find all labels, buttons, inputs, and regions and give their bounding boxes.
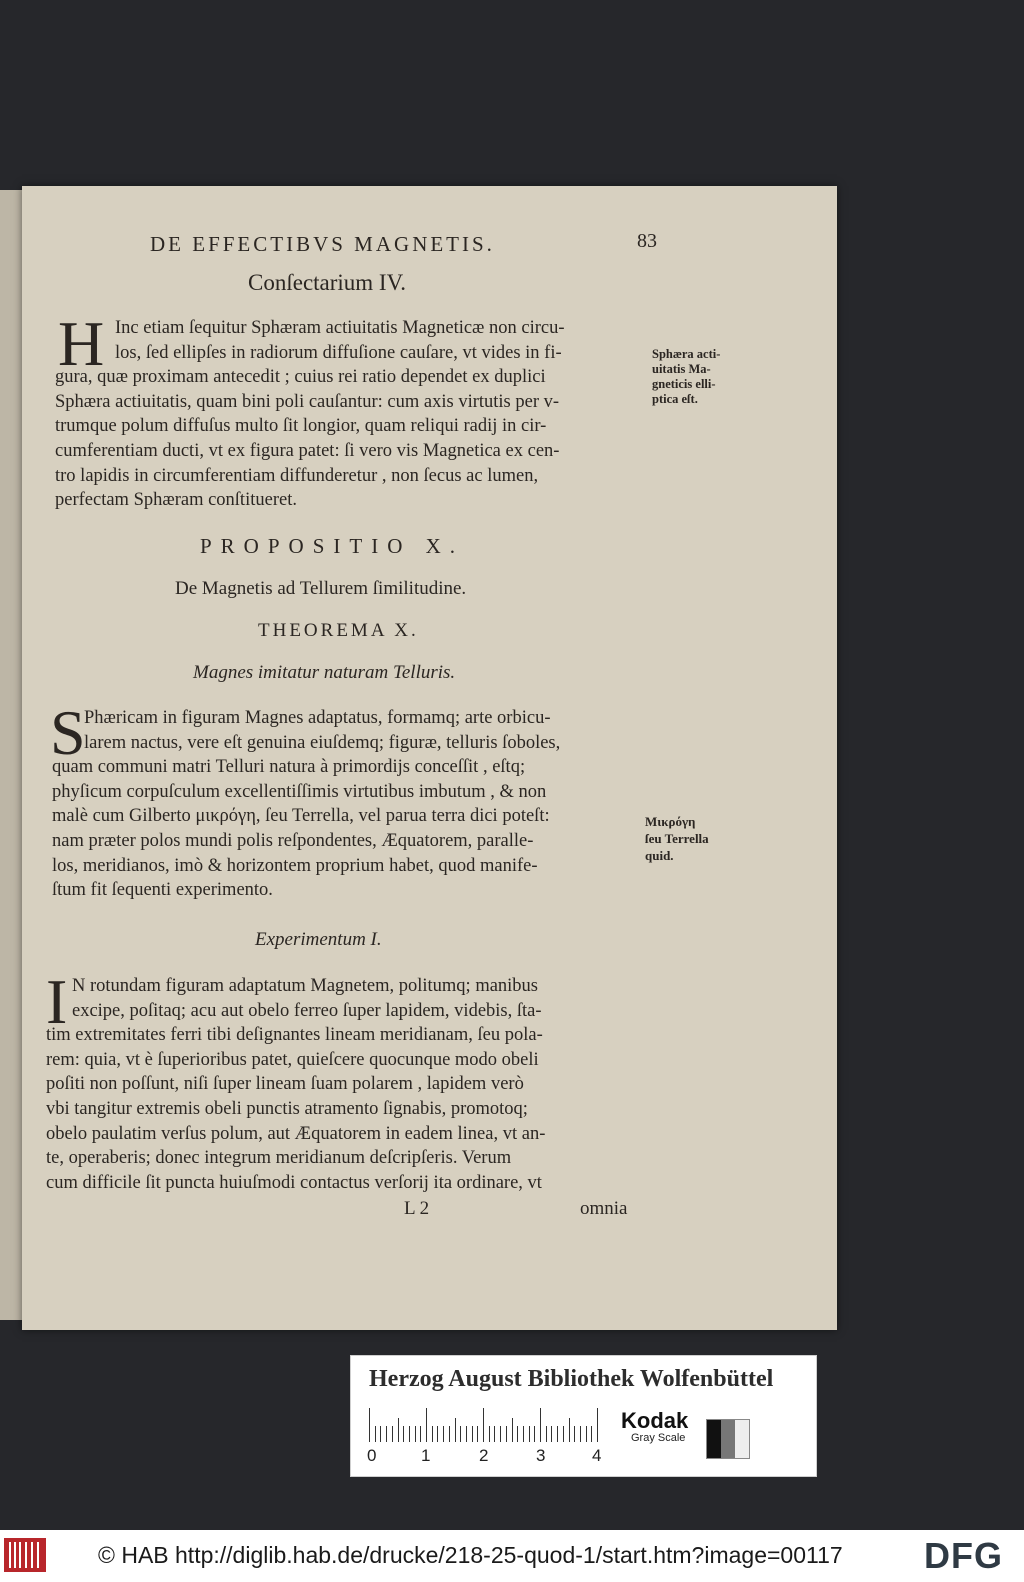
ruler-tick xyxy=(512,1418,513,1442)
ruler-tick xyxy=(477,1426,478,1442)
ruler-tick xyxy=(597,1408,598,1442)
text-line: Sphæra actiuitatis, quam bini poli cauſantur: cum axis virtutis per v- xyxy=(55,391,560,412)
ruler-tick xyxy=(517,1426,518,1442)
ruler-tick xyxy=(574,1426,575,1442)
ruler-tick xyxy=(580,1426,581,1442)
running-head: DE EFFECTIBVS MAGNETIS. xyxy=(150,232,495,256)
ruler-tick xyxy=(534,1426,535,1442)
ruler-tick xyxy=(398,1418,399,1442)
text-line: tro lapidis in circumferentiam diffunderetur , non ſecus ac lumen, xyxy=(55,465,539,486)
ruler-tick xyxy=(540,1408,541,1442)
text-line: los, meridianos, imò & horizontem proprium habet, quod manife- xyxy=(52,855,538,876)
library-color-target xyxy=(350,1355,817,1477)
text-line: malè cum Gilberto μικρόγη, ſeu Terrella, vel parua terra dici poteſt: xyxy=(52,806,550,827)
ruler-tick xyxy=(557,1426,558,1442)
ruler-tick xyxy=(591,1426,592,1442)
margin-note-line: ptica eſt. xyxy=(652,392,698,406)
text-line: excipe, poſitaq; acu aut obelo ferreo ſuper lapidem, videbis, ſta- xyxy=(72,1000,542,1021)
dfg-logo: DFG xyxy=(924,1535,1003,1576)
hab-barcode-icon xyxy=(4,1538,46,1572)
propositio-title: De Magnetis ad Tellurem ſimilitudine. xyxy=(175,578,467,599)
ruler-tick xyxy=(483,1408,484,1442)
catchword: omnia xyxy=(580,1198,628,1219)
text-line: Phæricam in figuram Magnes adaptatus, formamq; arte orbicu- xyxy=(84,708,551,728)
text-line: quam communi matri Telluri natura à primordijs conceſſit , eſtq; xyxy=(52,757,526,778)
ruler-number: 3 xyxy=(536,1446,546,1465)
library-name: Herzog August Bibliothek Wolfenbüttel xyxy=(369,1366,774,1392)
ruler-tick xyxy=(489,1426,490,1442)
ruler-tick xyxy=(569,1418,570,1442)
ruler-tick xyxy=(443,1426,444,1442)
text-line: phyſicum corpuſculum excellentiſſimis virtutibus imbutum , & non xyxy=(52,781,547,802)
ruler-tick xyxy=(432,1426,433,1442)
text-line: trumque polum diffuſus multo ſit longior, quam reliqui radij in cir- xyxy=(55,416,547,437)
ruler-tick xyxy=(472,1426,473,1442)
margin-note-terrella xyxy=(645,813,709,864)
page-edge xyxy=(0,190,24,1320)
ruler-tick xyxy=(420,1426,421,1442)
ruler-tick xyxy=(386,1426,387,1442)
text-line: larem nactus, vere eſt genuina eiuſdemq; figuræ, telluris ſoboles, xyxy=(84,732,561,753)
ruler-tick xyxy=(523,1426,524,1442)
paragraph-theorema xyxy=(52,706,647,903)
text-line: gura, quæ proximam antecedit ; cuius rei ratio dependet ex duplici xyxy=(55,367,546,388)
page-number: 83 xyxy=(637,230,657,252)
ruler-tick xyxy=(551,1426,552,1442)
margin-note-line: gneticis elli- xyxy=(652,377,716,391)
ruler-number: 4 xyxy=(592,1446,602,1465)
margin-note-line: ſeu Terrella xyxy=(645,831,709,846)
theorema-heading: THEOREMA X. xyxy=(258,620,419,641)
text-line: perfectam Sphæram conſtitueret. xyxy=(55,490,297,511)
kodak-brand: Kodak xyxy=(621,1408,689,1433)
gray-scale-label: Gray Scale xyxy=(631,1432,686,1444)
ruler-tick xyxy=(460,1426,461,1442)
ruler-number: 2 xyxy=(479,1446,489,1465)
text-line: tim extremitates ferri tibi deſignantes lineam meridianam, ſeu pola- xyxy=(46,1025,543,1046)
ruler-number: 1 xyxy=(421,1446,431,1465)
drop-cap-s: S xyxy=(50,697,86,768)
margin-note-sphaera xyxy=(652,347,720,407)
text-line: cumferentiam ducti, vt ex figura patet: ſi vero vis Magnetica ex cen- xyxy=(55,440,560,461)
ruler-tick xyxy=(455,1418,456,1442)
experimentum-heading: Experimentum I. xyxy=(255,929,382,950)
text-line: poſiti non poſſunt, niſi ſuper lineam ſuam polarem , lapidem verò xyxy=(46,1074,524,1095)
margin-note-line: Sphæra acti- xyxy=(652,347,721,361)
text-line: vbi tangitur extremis obeli punctis atramento ſignabis, promotoq; xyxy=(46,1098,528,1119)
drop-cap-h: H xyxy=(58,308,105,379)
paragraph-experimentum xyxy=(46,966,646,1195)
theorema-statement: Magnes imitatur naturam Telluris. xyxy=(193,662,456,683)
text-line: nam præter polos mundi polis reſpondentes, Æquatorem, paralle- xyxy=(52,830,534,851)
text-line: N rotundam figuram adaptatum Magnetem, politumq; manibus xyxy=(72,976,539,996)
ruler-tick xyxy=(375,1426,376,1442)
text-line: rem: quia, vt è ſuperioribus patet, quieſcere quocunque modo obeli xyxy=(46,1049,539,1070)
ruler-tick xyxy=(449,1426,450,1442)
ruler-tick xyxy=(586,1426,587,1442)
ruler-tick xyxy=(529,1426,530,1442)
ruler-tick xyxy=(466,1426,467,1442)
footer-citation-link[interactable]: © HAB http://diglib.hab.de/drucke/218-25-quod-1/start.htm?image=00117 xyxy=(98,1542,843,1568)
ruler-number: 0 xyxy=(367,1446,377,1465)
text-line: te, operaberis; donec integrum meridianum deſcripſeris. Verum xyxy=(46,1148,512,1169)
ruler-tick xyxy=(409,1426,410,1442)
ruler-tick xyxy=(392,1426,393,1442)
ruler-tick xyxy=(500,1426,501,1442)
consectarium-heading: Conſectarium IV. xyxy=(248,270,406,295)
gray-scale-swatch xyxy=(706,1419,750,1459)
margin-note-line: Μικρόγη xyxy=(645,814,696,829)
ruler-tick xyxy=(369,1408,370,1442)
text-line: los, ſed ellipſes in radiorum diffuſione cauſare, vt vides in fi- xyxy=(115,342,562,363)
text-line: obelo paulatim verſus polum, aut Æquatorem in eadem linea, vt an- xyxy=(46,1123,546,1144)
ruler-tick xyxy=(437,1426,438,1442)
ruler-tick xyxy=(426,1408,427,1442)
text-line: cum difficile ſit puncta huiuſmodi contactus verſorij ita ordinare, vt xyxy=(46,1172,542,1193)
drop-cap-i: I xyxy=(46,966,68,1037)
ruler-tick xyxy=(563,1426,564,1442)
footer-bar xyxy=(0,1530,1024,1582)
paragraph-consectarium xyxy=(55,308,650,513)
signature-mark: L 2 xyxy=(404,1198,430,1219)
ruler-tick xyxy=(415,1426,416,1442)
ruler-tick xyxy=(380,1426,381,1442)
margin-note-line: uitatis Ma- xyxy=(652,362,711,376)
margin-note-line: quid. xyxy=(645,848,674,863)
scale-ruler xyxy=(369,1408,601,1442)
propositio-heading: PROPOSITIO X. xyxy=(200,534,465,558)
ruler-tick xyxy=(546,1426,547,1442)
text-line: Inc etiam ſequitur Sphæram actiuitatis Magneticæ non circu- xyxy=(115,318,565,338)
text-line: ſtum fit ſequenti experimento. xyxy=(52,880,273,901)
ruler-tick xyxy=(506,1426,507,1442)
ruler-tick xyxy=(403,1426,404,1442)
ruler-tick xyxy=(494,1426,495,1442)
